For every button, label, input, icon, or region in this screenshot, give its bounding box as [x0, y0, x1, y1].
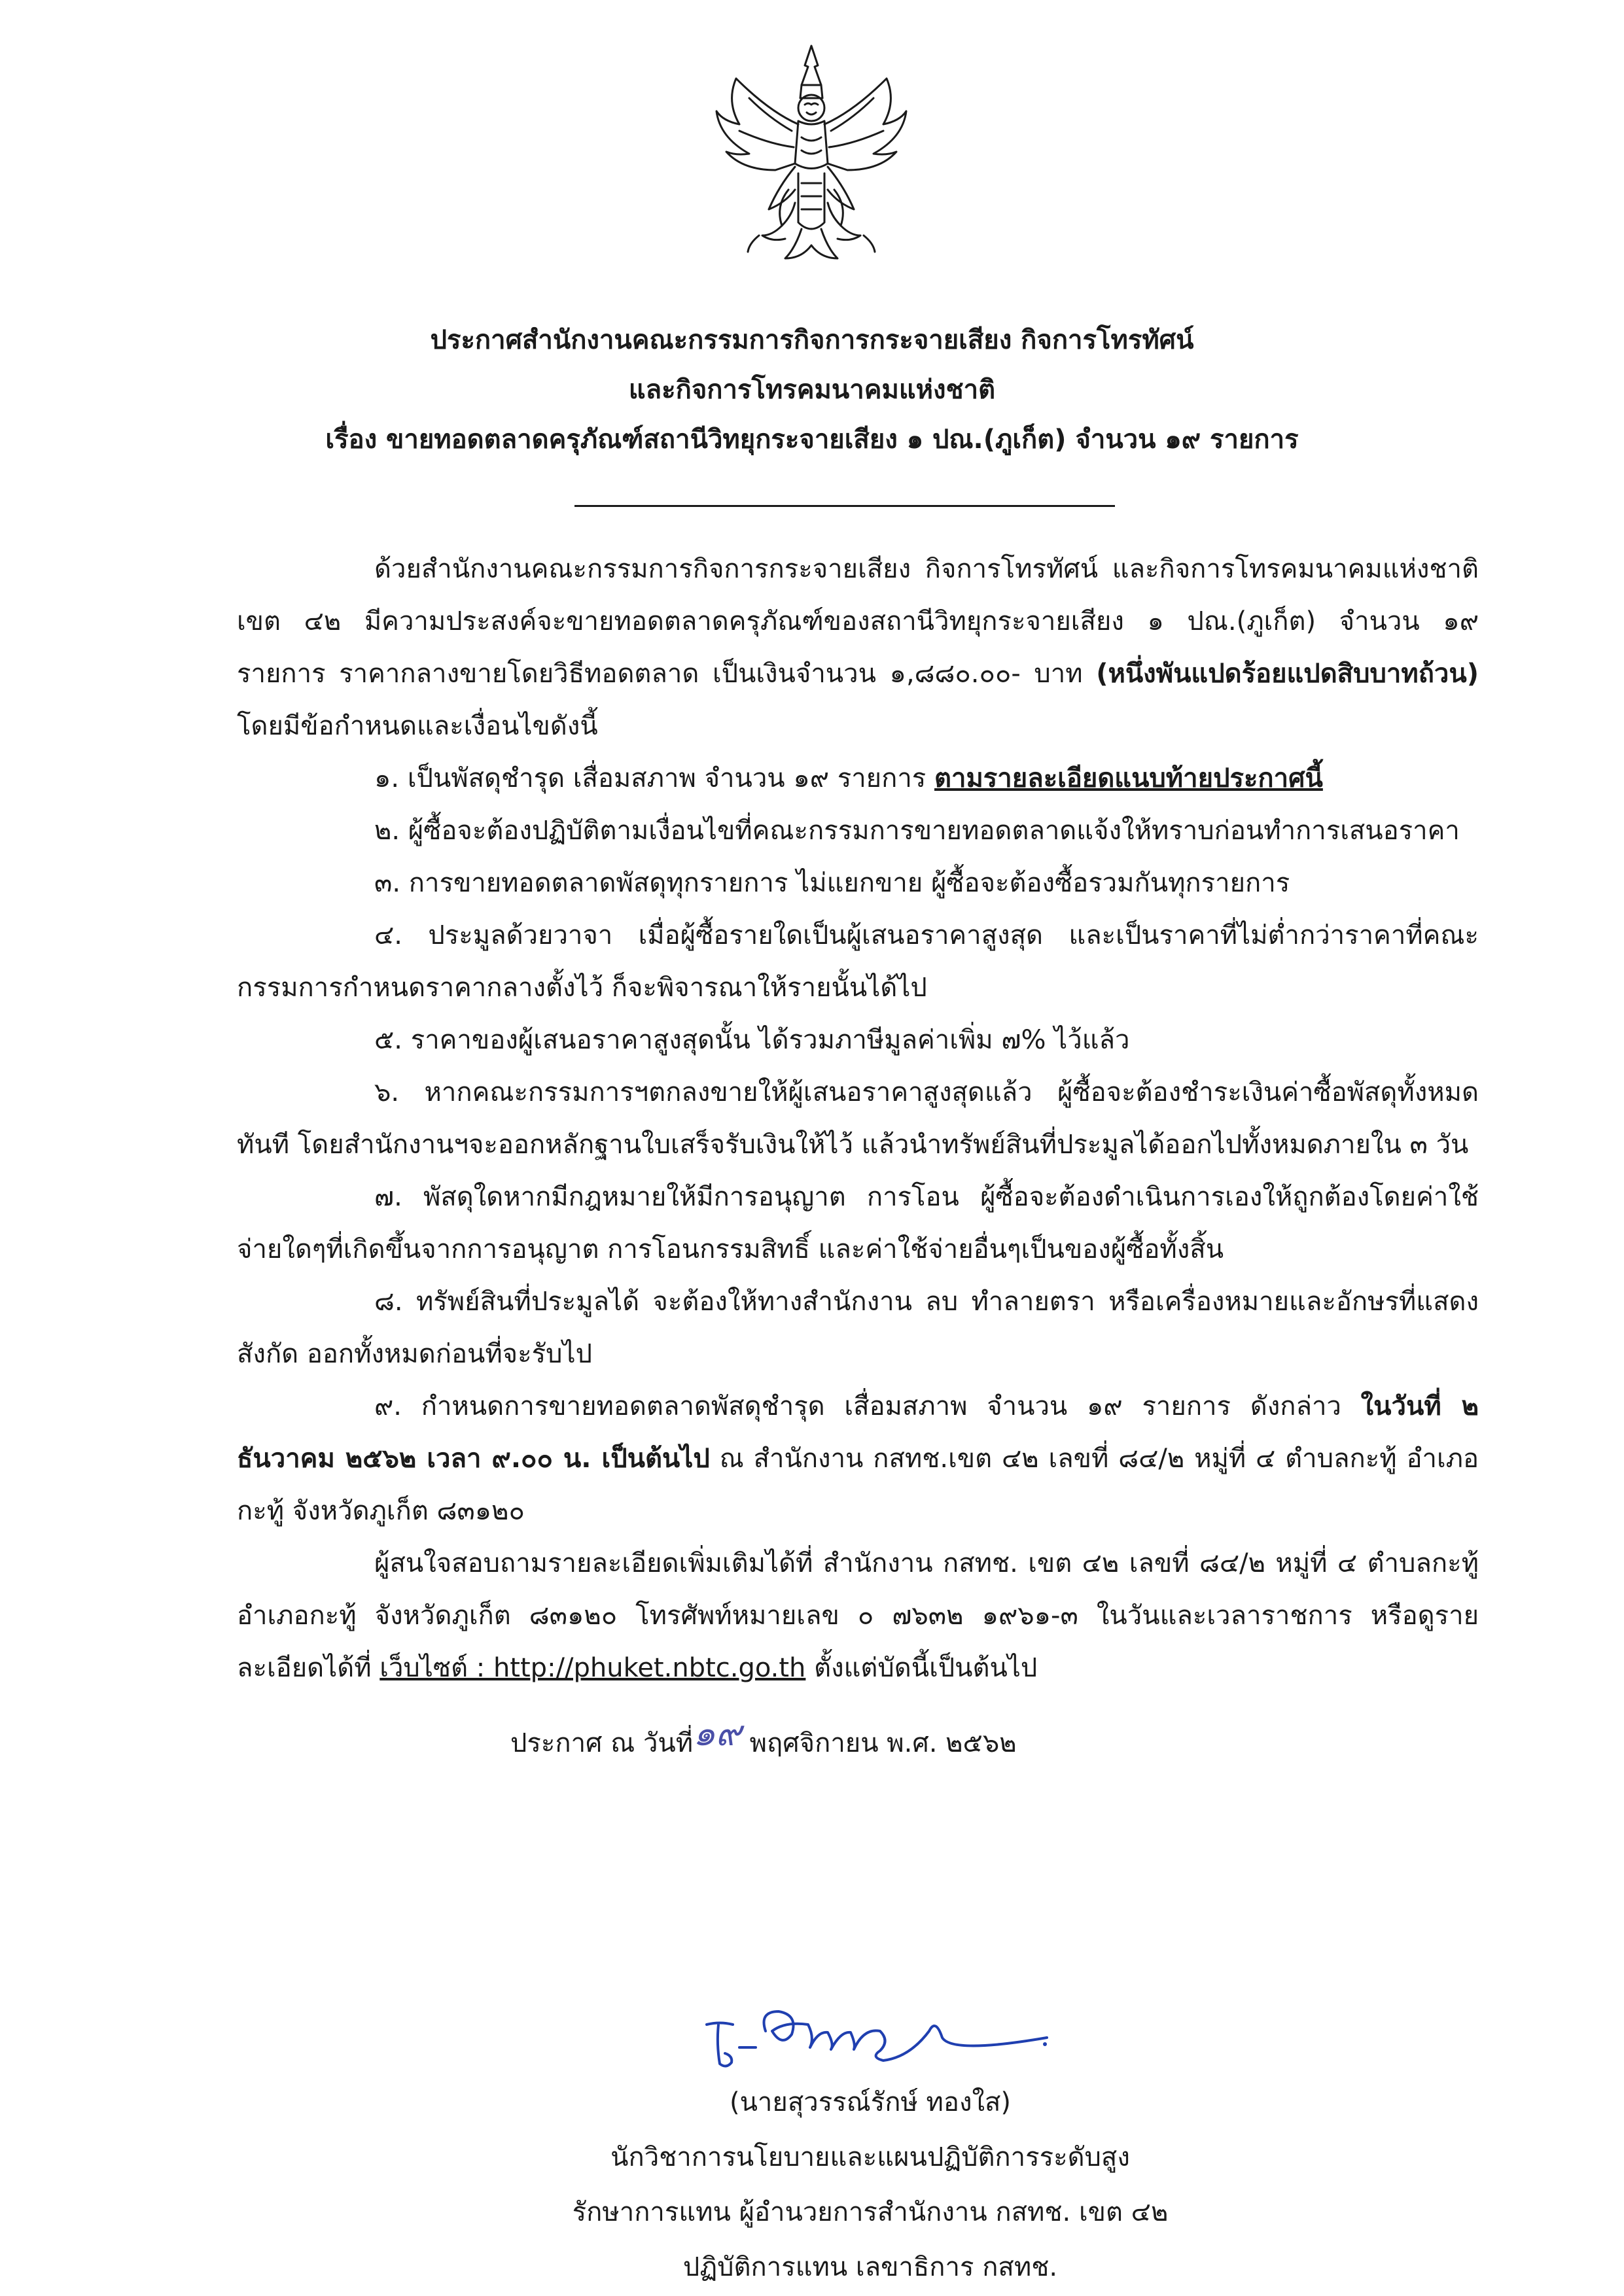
- condition-item-1: [237, 752, 1479, 805]
- date-prefix: ประกาศ ณ วันที่: [510, 1728, 694, 1758]
- condition-item-6: ๖. หากคณะกรรมการฯตกลงขายให้ผู้เสนอราคาสูงสุดแล้ว ผู้ซื้อจะต้องชำระเงินค่าซื้อพัสดุทั้งหมดทันที โดยสำนักงานฯจะออกหลักฐานใบเสร็จรับเงินให้ไว้ แล้วนำทรัพย์สินที่ประมูลได้ออกไปทั้งหมดภายใน ๓ วัน: [237, 1077, 1479, 1160]
- condition-item-4: ๔. ประมูลด้วยวาจา เมื่อผู้ซื้อรายใดเป็นผู้เสนอราคาสูงสุด และเป็นราคาที่ไม่ต่ำกว่าราคาที่คณะกรรมการกำหนดราคากลางตั้งไว้ ก็จะพิจารณาให้รายนั้นได้ไป: [237, 920, 1479, 1003]
- condition-item-5: ๕. ราคาของผู้เสนอราคาสูงสุดนั้น ได้รวมภาษีมูลค่าเพิ่ม ๗% ไว้แล้ว: [374, 1025, 1130, 1055]
- signatory-position: นักวิชาการนโยบายและแผนปฏิบัติการระดับสูง: [610, 2142, 1130, 2172]
- intro-tail: โดยมีข้อกำหนดและเงื่อนไขดังนี้: [237, 711, 598, 741]
- header-subject: เรื่อง ขายทอดตลาดครุภัณฑ์สถานีวิทยุกระจายเสียง ๑ ปณ.(ภูเก็ต) จำนวน ๑๙ รายการ: [325, 425, 1299, 455]
- intro-amount-words: (หนึ่งพันแปดร้อยแปดสิบบาทถ้วน): [1096, 659, 1479, 689]
- announcement-header: [131, 315, 1493, 464]
- handwritten-signature: [694, 1985, 1060, 2083]
- contact-text: ผู้สนใจสอบถามรายละเอียดเพิ่มเติมได้ที่ สำนักงาน กสทช. เขต ๔๒ เลขที่ ๘๔/๒ หมู่ที่ ๔ ตำบลกะทู้ อำเภอกะทู้ จังหวัดภูเก็ต ๘๓๑๒๐ โทรศัพท์หมายเลข ๐ ๗๖๓๒ ๑๙๖๑-๓ ในวันและเวลาราชการ หรือดูรายละเอียดได้ที่: [237, 1548, 1479, 1683]
- condition-item-7: ๗. พัสดุใดหากมีกฎหมายให้มีการอนุญาต การโอน ผู้ซื้อจะต้องดำเนินการเองให้ถูกต้องโดยค่าใช้จ่ายใดๆที่เกิดขึ้นจากการอนุญาต การโอนกรรมสิทธิ์ และค่าใช้จ่ายอื่นๆเป็นของผู้ซื้อทั้งสิ้น: [237, 1182, 1479, 1264]
- signatory-name: (นายสุวรรณ์รักษ์ ทองใส): [729, 2087, 1012, 2117]
- condition-item-3: ๓. การขายทอดตลาดพัสดุทุกรายการ ไม่แยกขาย ผู้ซื้อจะต้องซื้อรวมกันทุกรายการ: [374, 868, 1290, 898]
- date-month-year: พฤศจิกายน พ.ศ. ๒๕๖๒: [741, 1728, 1017, 1758]
- contact-paragraph: [237, 1537, 1479, 1694]
- handwritten-day: ๑๙: [693, 1713, 741, 1754]
- garuda-emblem-icon: [710, 39, 913, 268]
- condition-1-text: ๑. เป็นพัสดุชำรุด เสื่อมสภาพ จำนวน ๑๙ รายการ: [374, 763, 934, 793]
- announcement-body: [237, 543, 1479, 1694]
- condition-item-2: ๒. ผู้ซื้อจะต้องปฏิบัติตามเงื่อนไขที่คณะกรรมการขายทอดตลาดแจ้งให้ทราบก่อนทำการเสนอราคา: [374, 816, 1460, 846]
- condition-1-attachment-note: ตามรายละเอียดแนบท้ายประกาศนี้: [934, 763, 1323, 793]
- intro-text: ด้วยสำนักงานคณะกรรมการกิจการกระจายเสียง กิจการโทรทัศน์ และกิจการโทรคมนาคมแห่งชาติ เขต ๔๒ มีความประสงค์จะขายทอดตลาดครุภัณฑ์ของสถานีวิทยุกระจายเสียง ๑ ปณ.(ภูเก็ต) จำนวน ๑๙ รายการ ราคากลางขายโดยวิธีทอดตลาด เป็นเงินจำนวน ๑,๘๘๐.๐๐- บาท: [237, 554, 1479, 689]
- announcement-date: [510, 1714, 1230, 1769]
- condition-9-text: ๙. กำหนดการขายทอดตลาดพัสดุชำรุด เสื่อมสภาพ จำนวน ๑๙ รายการ ดังกล่าว: [374, 1391, 1361, 1421]
- condition-item-8: ๘. ทรัพย์สินที่ประมูลได้ จะต้องให้ทางสำนักงาน ลบ ทำลายตรา หรือเครื่องหมายและอักษรที่แสดงสังกัด ออกทั้งหมดก่อนที่จะรับไป: [237, 1287, 1479, 1369]
- condition-item-9: [237, 1380, 1479, 1537]
- header-line-1: ประกาศสำนักงานคณะกรรมการกิจการกระจายเสียง กิจการโทรทัศน์: [430, 325, 1194, 355]
- website-link[interactable]: เว็บไซต์ : http://phuket.nbtc.go.th: [380, 1653, 806, 1683]
- intro-paragraph: [237, 543, 1479, 752]
- signatory-on-behalf: ปฏิบัติการแทน เลขาธิการ กสทช.: [682, 2252, 1058, 2282]
- condition-9-date-time: ในวันที่ ๒ ธันวาคม ๒๕๖๒ เวลา ๙.๐๐ น. เป็นต้นไป: [237, 1391, 1479, 1474]
- condition-9-location: ณ สำนักงาน กสทช.เขต ๔๒ เลขที่ ๘๔/๒ หมู่ที่ ๔ ตำบลกะทู้ อำเภอกะทู้ จังหวัดภูเก็ต ๘๓๑๒๐: [237, 1444, 1479, 1526]
- signatory-block: [510, 2075, 1230, 2295]
- header-line-2: และกิจการโทรคมนาคมแห่งชาติ: [628, 375, 996, 405]
- signatory-acting-role: รักษาการแทน ผู้อำนวยการสำนักงาน กสทช. เขต ๔๒: [572, 2197, 1169, 2227]
- contact-tail: ตั้งแต่บัดนี้เป็นต้นไป: [805, 1653, 1038, 1683]
- header-divider: [574, 505, 1115, 507]
